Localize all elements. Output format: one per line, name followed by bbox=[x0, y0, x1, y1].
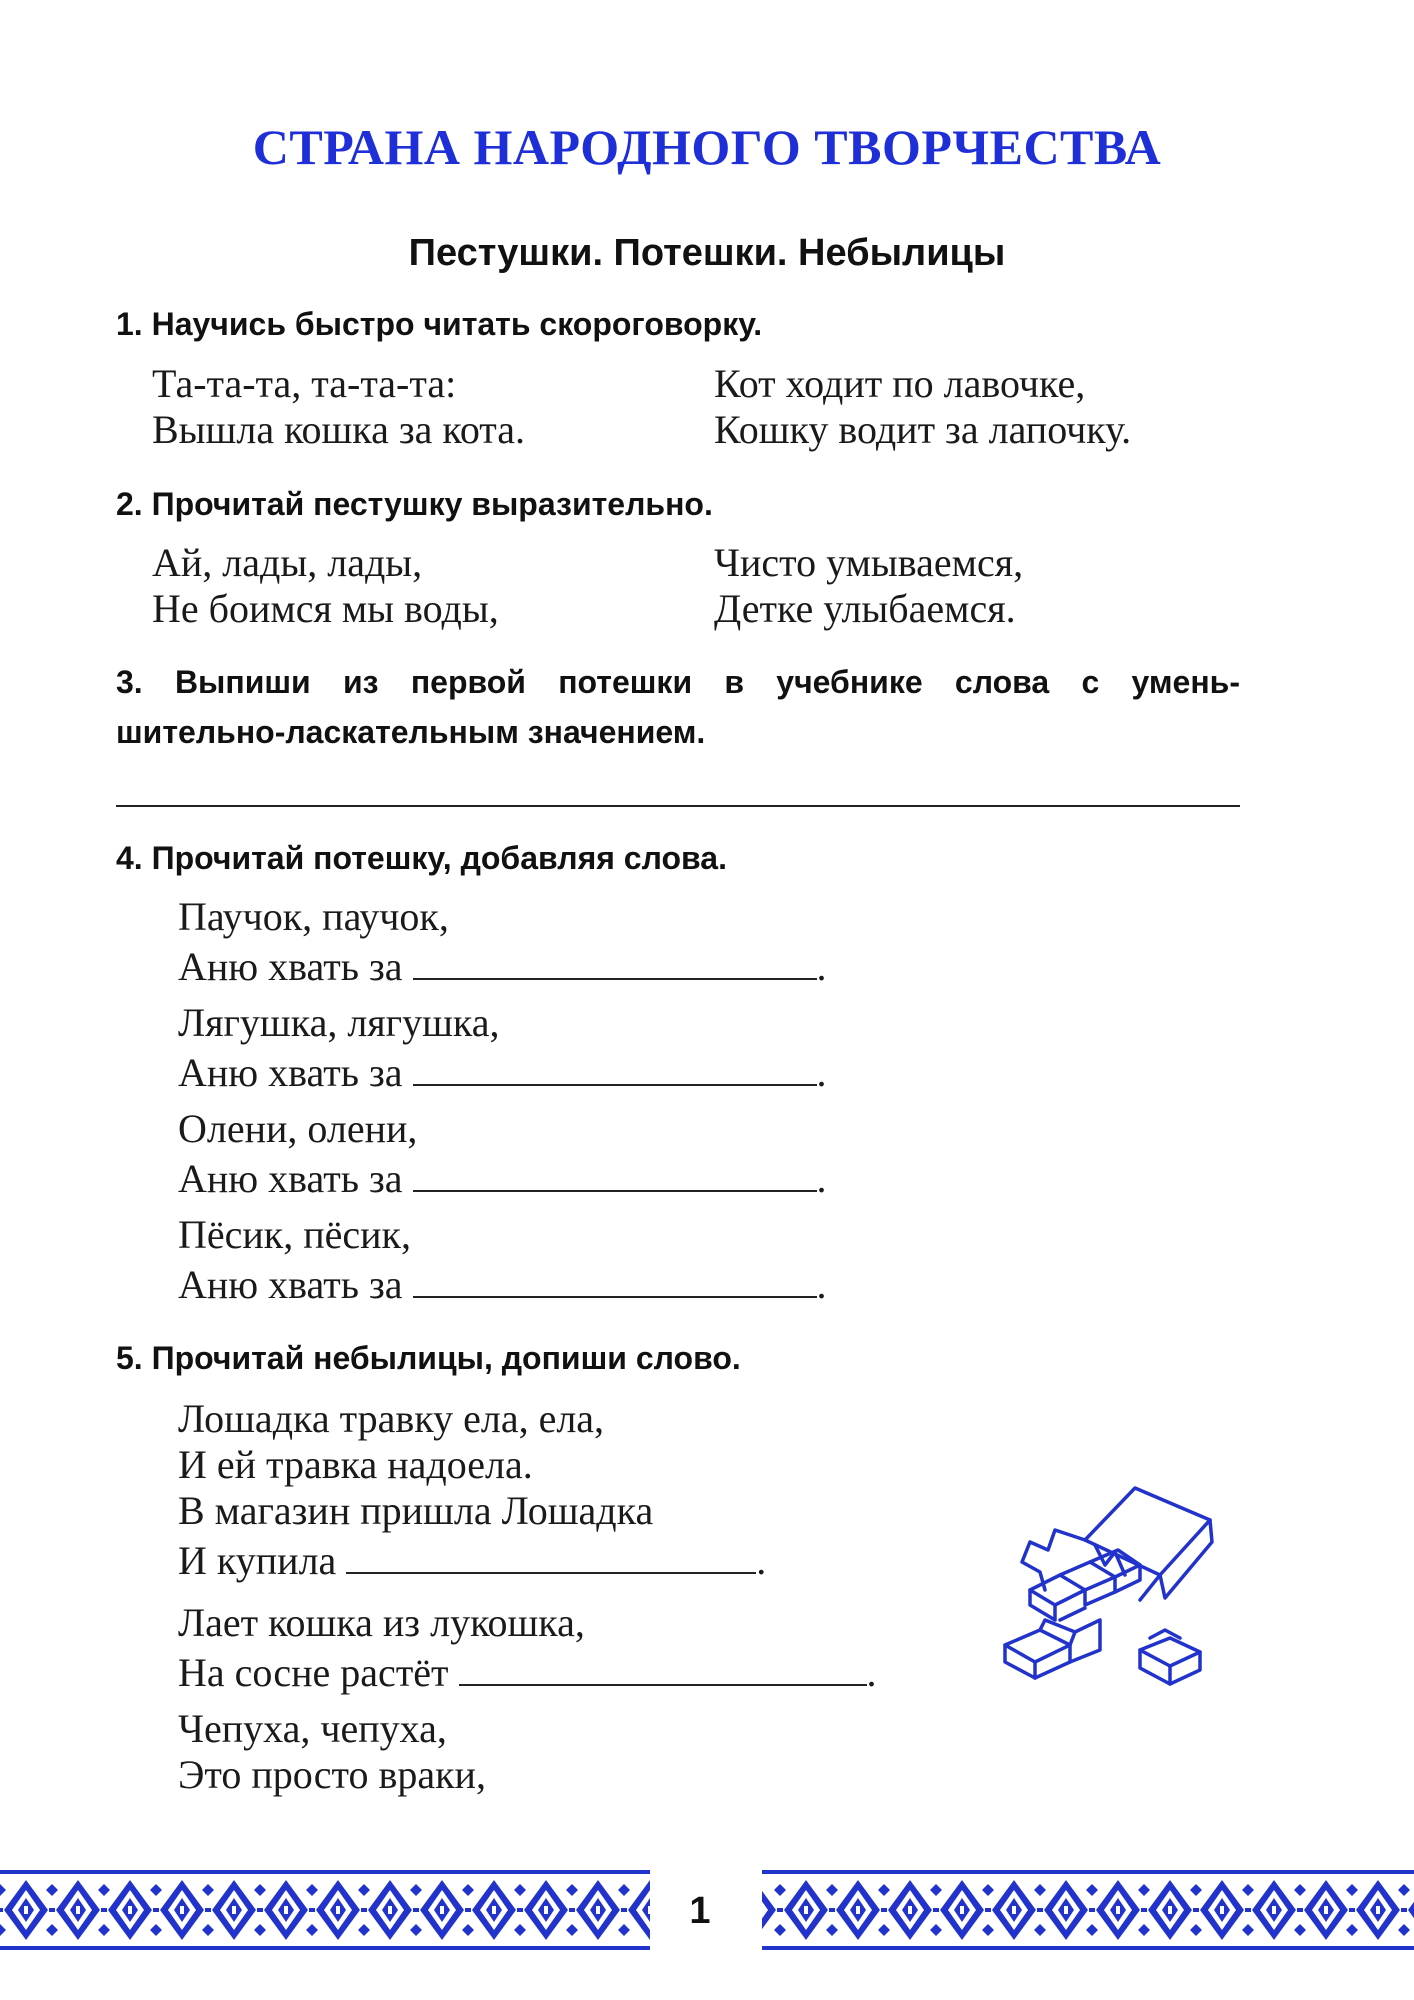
task-5-verse-1 bbox=[178, 1396, 766, 1584]
task-3-prompt-line-1: 3. Выпиши из первой потешки в учебнике слова с умень- bbox=[116, 664, 1240, 700]
verse-line: И ей травка надоела. bbox=[178, 1442, 533, 1487]
verse-line: Лает кошка из лукошка, bbox=[178, 1600, 585, 1645]
task-4-stanza bbox=[178, 894, 827, 990]
chapter-title: СТРАНА НАРОДНОГО ТВОРЧЕСТВА bbox=[252, 119, 1162, 175]
verse-line bbox=[178, 1152, 827, 1202]
verse-text: Аню хвать за bbox=[178, 1262, 403, 1307]
end-mark: . bbox=[866, 1650, 877, 1695]
verse-line: Пёсик, пёсик, bbox=[178, 1212, 411, 1257]
end-mark: . bbox=[816, 1050, 827, 1095]
verse-line bbox=[178, 1258, 827, 1308]
verse-line bbox=[178, 1046, 827, 1096]
chocolate-bar-icon bbox=[1000, 1480, 1230, 1690]
task-5-prompt: 5. Прочитай небылицы, допиши слово. bbox=[116, 1340, 741, 1376]
task-4-stanza bbox=[178, 1212, 827, 1308]
fill-in-blank[interactable] bbox=[413, 1258, 817, 1298]
verse-line: Это просто враки, bbox=[178, 1752, 486, 1797]
end-mark: . bbox=[816, 1156, 827, 1201]
verse-line bbox=[178, 1646, 877, 1696]
task-2-verse-right bbox=[714, 540, 1023, 632]
fill-in-blank[interactable] bbox=[459, 1646, 867, 1686]
verse-line: Чепуха, чепуха, bbox=[178, 1706, 447, 1751]
verse-line bbox=[178, 940, 827, 990]
verse-line: Детке улыбаемся. bbox=[714, 586, 1016, 631]
page-number: 1 bbox=[689, 1890, 711, 1932]
verse-line: Чисто умываемся, bbox=[714, 540, 1024, 585]
fill-in-blank[interactable] bbox=[346, 1534, 756, 1574]
task-1-verse-left bbox=[152, 361, 525, 453]
task-1-verse-right bbox=[714, 361, 1131, 453]
task-4-prompt: 4. Прочитай потешку, добавляя слова. bbox=[116, 840, 727, 876]
fill-in-blank[interactable] bbox=[413, 1152, 817, 1192]
verse-text: На сосне растёт bbox=[178, 1650, 449, 1695]
verse-line: Не боимся мы воды, bbox=[152, 586, 499, 631]
verse-line: Кошку водит за лапочку. bbox=[714, 407, 1132, 452]
verse-line: Лошадка травку ела, ела, bbox=[178, 1396, 605, 1441]
verse-text: И купила bbox=[178, 1538, 337, 1583]
section-title: Пестушки. Потешки. Небылицы bbox=[408, 232, 1006, 274]
verse-text: Аню хвать за bbox=[178, 1050, 403, 1095]
task-2-prompt: 2. Прочитай пестушку выразительно. bbox=[116, 486, 713, 522]
verse-line: В магазин пришла Лошадка bbox=[178, 1488, 654, 1533]
task-4-stanza bbox=[178, 1000, 827, 1096]
verse-line: Лягушка, лягушка, bbox=[178, 1000, 500, 1045]
verse-line: Вышла кошка за кота. bbox=[152, 407, 526, 452]
verse-text: Аню хвать за bbox=[178, 944, 403, 989]
verse-line: Ай, лады, лады, bbox=[152, 540, 423, 585]
task-3-answer-line[interactable] bbox=[116, 805, 1240, 807]
fill-in-blank[interactable] bbox=[413, 1046, 817, 1086]
task-3-prompt-line-2: шительно-ласкательным значением. bbox=[116, 714, 706, 750]
end-mark: . bbox=[756, 1538, 767, 1583]
verse-line: Та-та-та, та-та-та: bbox=[152, 361, 457, 406]
verse-line bbox=[178, 1534, 766, 1584]
task-2-verse-left bbox=[152, 540, 499, 632]
verse-text: Аню хвать за bbox=[178, 1156, 403, 1201]
task-4-stanza bbox=[178, 1106, 827, 1202]
task-1-prompt: 1. Научись быстро читать скороговорку. bbox=[116, 306, 763, 342]
verse-line: Кот ходит по лавочке, bbox=[714, 361, 1086, 406]
task-5-verse-3 bbox=[178, 1706, 486, 1798]
end-mark: . bbox=[816, 1262, 827, 1307]
verse-line: Паучок, паучок, bbox=[178, 894, 449, 939]
end-mark: . bbox=[816, 944, 827, 989]
fill-in-blank[interactable] bbox=[413, 940, 817, 980]
task-5-verse-2 bbox=[178, 1600, 877, 1696]
verse-line: Олени, олени, bbox=[178, 1106, 418, 1151]
